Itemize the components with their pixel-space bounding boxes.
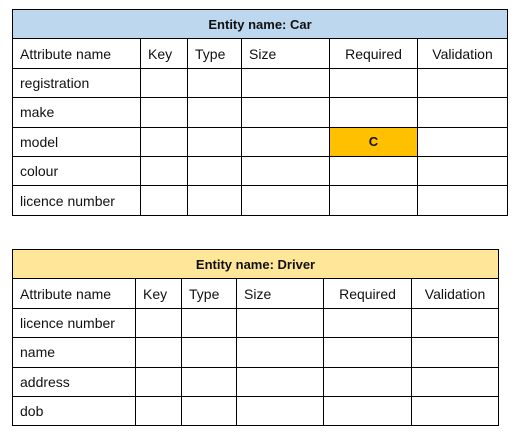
type-cell[interactable] [188,186,242,215]
type-cell[interactable] [182,308,237,337]
table-row [13,367,499,396]
key-cell[interactable] [141,68,188,97]
car-header-row [13,39,508,68]
driver-header-row [13,279,499,308]
column-header-size: Size [242,39,330,68]
column-header-required: Required [330,39,418,68]
validation-cell[interactable] [418,98,508,127]
attribute-name-cell[interactable]: licence number [13,308,136,337]
required-cell-highlighted[interactable]: C [330,127,418,156]
validation-cell[interactable] [412,308,499,337]
size-cell[interactable] [242,186,330,215]
key-cell[interactable] [136,396,182,425]
table-row [13,156,508,185]
validation-cell[interactable] [412,367,499,396]
validation-cell[interactable] [418,186,508,215]
attribute-name-cell[interactable]: registration [13,68,141,97]
key-cell[interactable] [136,338,182,367]
attribute-name-cell[interactable]: name [13,338,136,367]
column-header-validation: Validation [418,39,508,68]
attribute-name-cell[interactable]: model [13,127,141,156]
column-header-size: Size [237,279,324,308]
key-cell[interactable] [136,308,182,337]
attribute-name-cell[interactable]: colour [13,156,141,185]
column-header-attribute-name: Attribute name [13,279,136,308]
validation-cell[interactable] [412,338,499,367]
attribute-name-cell[interactable]: licence number [13,186,141,215]
required-cell[interactable] [330,68,418,97]
type-cell[interactable] [182,396,237,425]
column-header-validation: Validation [412,279,499,308]
size-cell[interactable] [237,338,324,367]
table-row [13,127,508,156]
driver-entity-table [12,249,499,426]
car-entity-table [12,9,508,216]
key-cell[interactable] [141,186,188,215]
type-cell[interactable] [188,156,242,185]
key-cell[interactable] [141,127,188,156]
table-row [13,396,499,425]
size-cell[interactable] [237,396,324,425]
column-header-key: Key [141,39,188,68]
table-row [13,338,499,367]
size-cell[interactable] [242,127,330,156]
validation-cell[interactable] [418,156,508,185]
type-cell[interactable] [188,98,242,127]
validation-cell[interactable] [418,68,508,97]
size-cell[interactable] [237,367,324,396]
table-row [13,308,499,337]
table-row [13,98,508,127]
table-row [13,68,508,97]
column-header-attribute-name: Attribute name [13,39,141,68]
car-entity-title: Entity name: Car [13,10,508,39]
attribute-name-cell[interactable]: address [13,367,136,396]
driver-title-row [13,250,499,279]
column-header-key: Key [136,279,182,308]
validation-cell[interactable] [412,396,499,425]
column-header-type: Type [188,39,242,68]
key-cell[interactable] [141,156,188,185]
attribute-name-cell[interactable]: make [13,98,141,127]
attribute-name-cell[interactable]: dob [13,396,136,425]
driver-entity-title: Entity name: Driver [13,250,499,279]
required-cell[interactable] [330,156,418,185]
type-cell[interactable] [182,338,237,367]
size-cell[interactable] [242,98,330,127]
column-header-type: Type [182,279,237,308]
column-header-required: Required [324,279,412,308]
type-cell[interactable] [188,127,242,156]
type-cell[interactable] [188,68,242,97]
car-title-row [13,10,508,39]
size-cell[interactable] [237,308,324,337]
required-cell[interactable] [330,98,418,127]
validation-cell[interactable] [418,127,508,156]
required-cell[interactable] [324,396,412,425]
size-cell[interactable] [242,68,330,97]
required-cell[interactable] [330,186,418,215]
type-cell[interactable] [182,367,237,396]
table-row [13,186,508,215]
key-cell[interactable] [141,98,188,127]
key-cell[interactable] [136,367,182,396]
size-cell[interactable] [242,156,330,185]
required-cell[interactable] [324,338,412,367]
required-cell[interactable] [324,367,412,396]
required-cell[interactable] [324,308,412,337]
